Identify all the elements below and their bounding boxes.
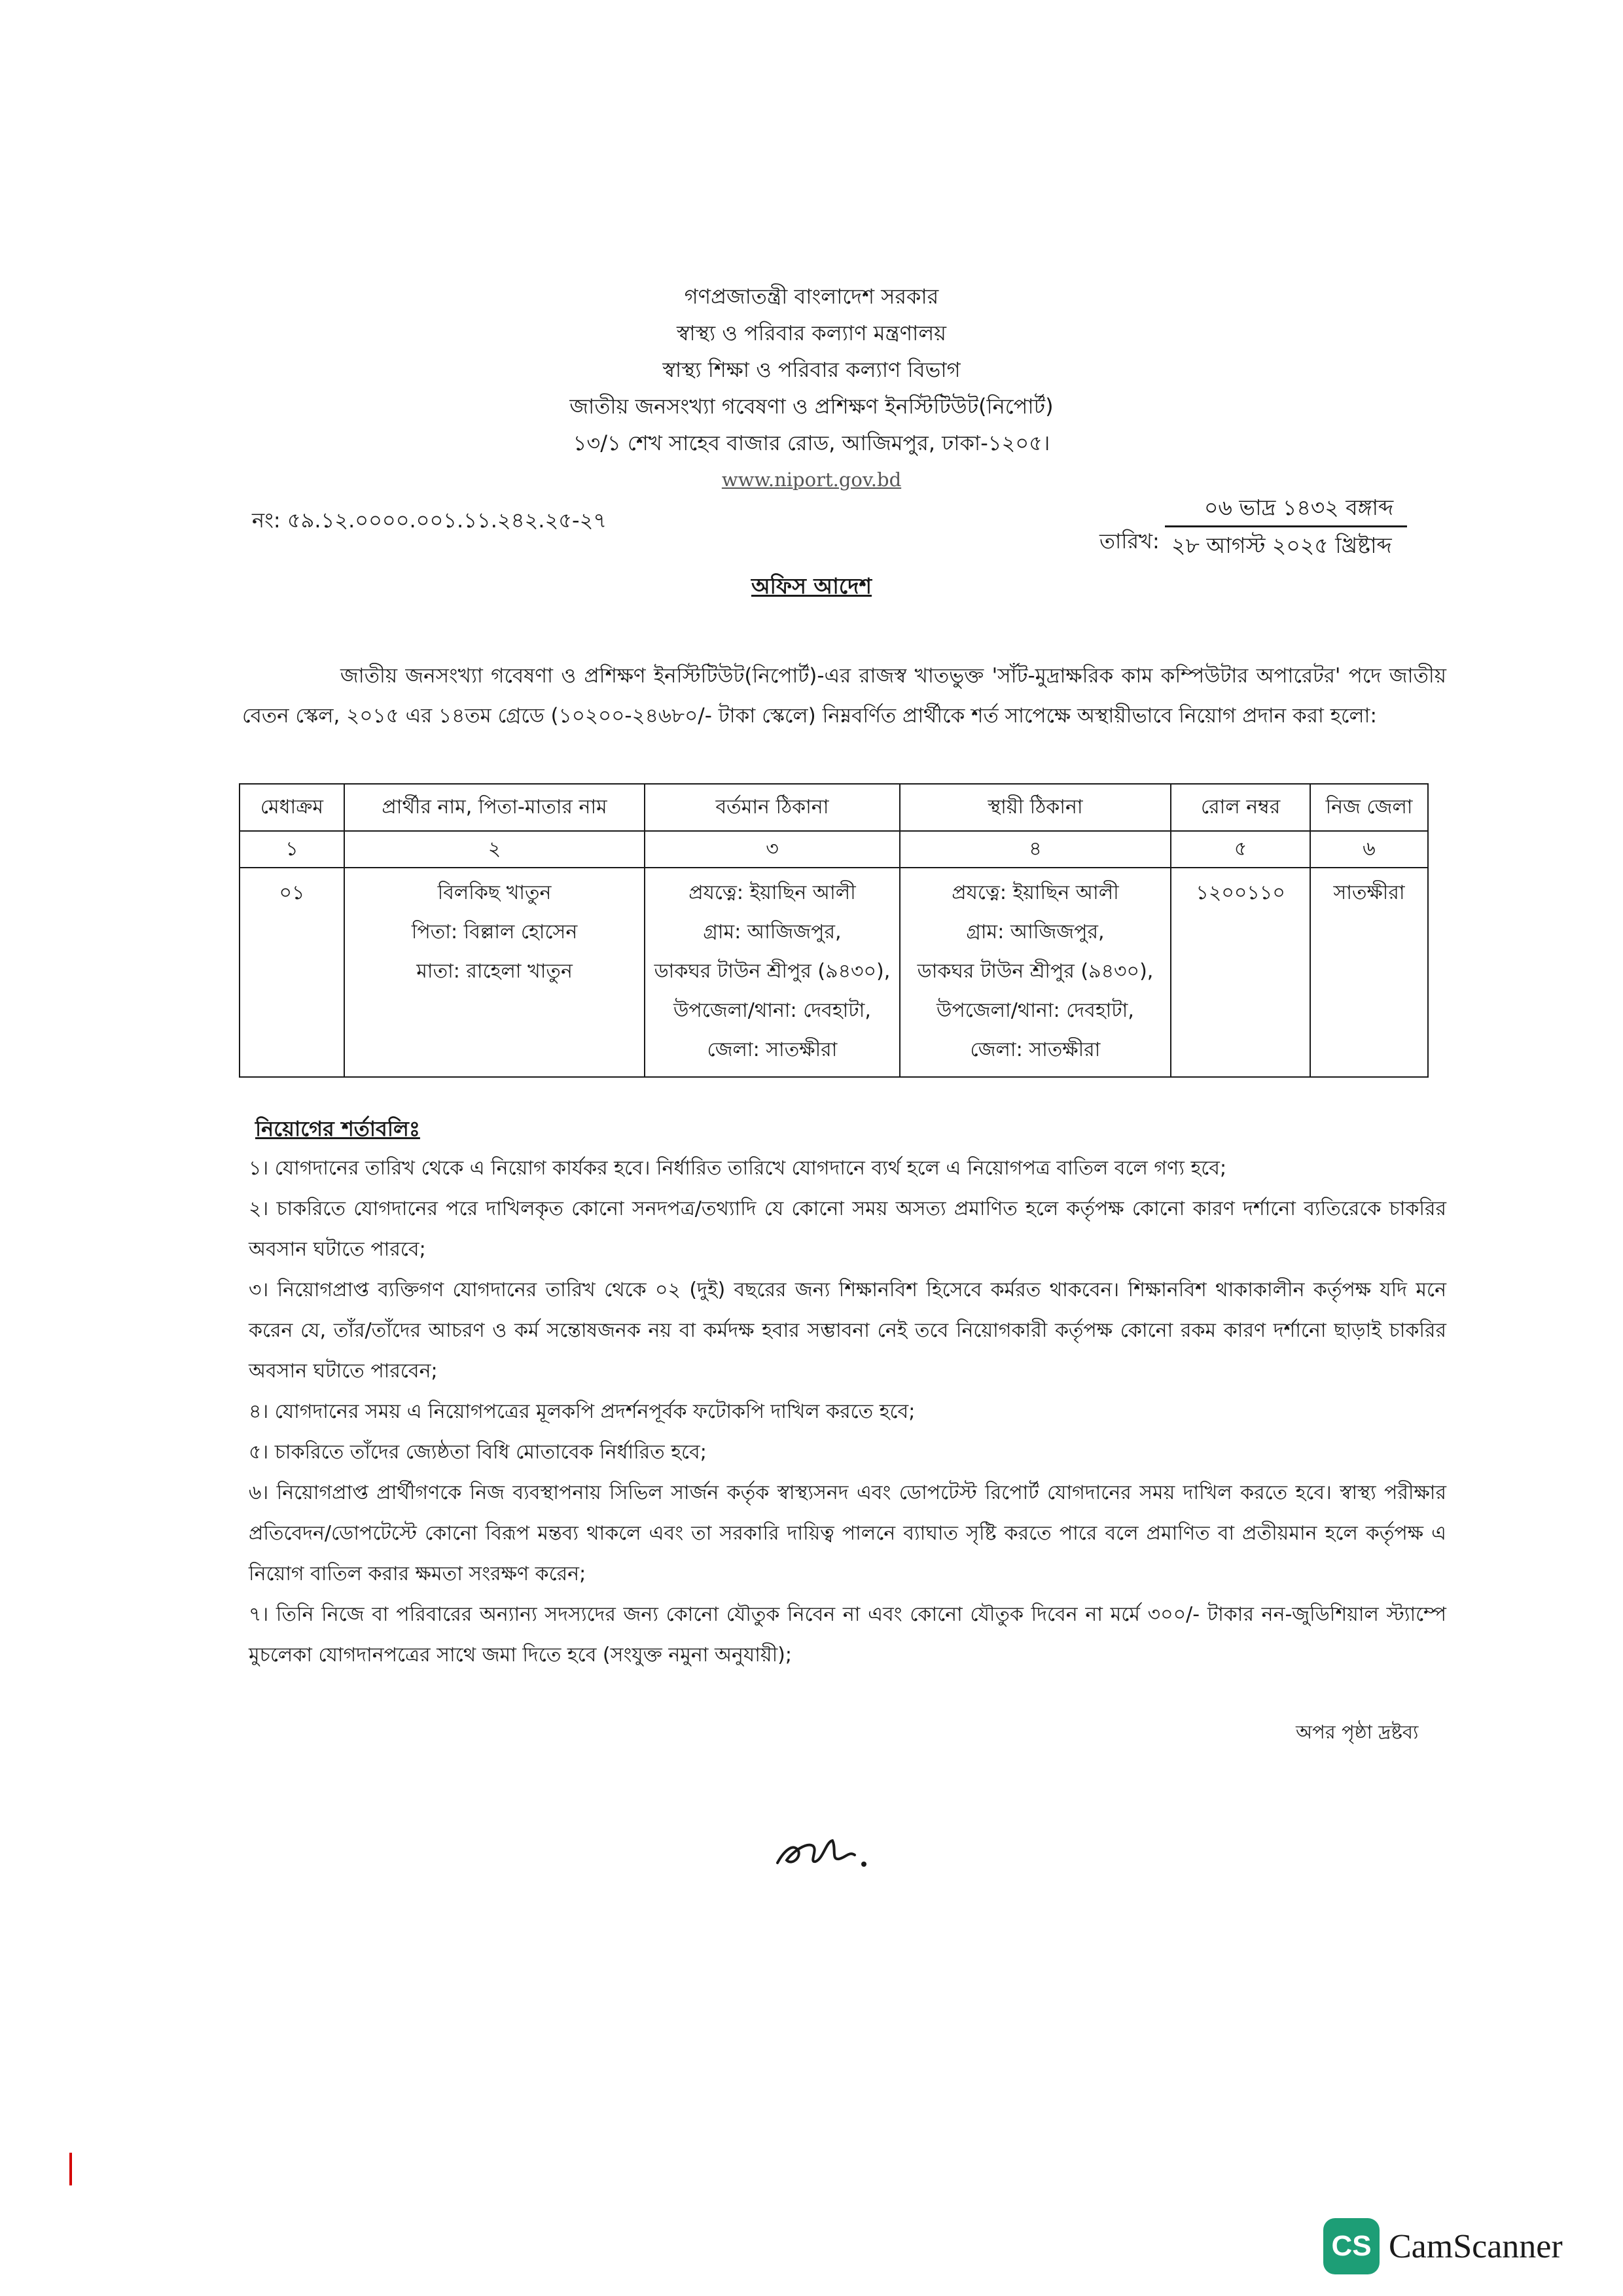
cell-permanent-address bbox=[900, 868, 1171, 1077]
institute-address: ১৩/১ শেখ সাহেব বাজার রোড, আজিমপুর, ঢাকা-১২০৫। bbox=[573, 431, 1050, 455]
column-number: ১ bbox=[240, 831, 344, 868]
address-line: ডাকঘর টাউন শ্রীপুর (৯৪৩০), bbox=[654, 960, 891, 983]
column-number: ৩ bbox=[645, 831, 900, 868]
address-line: প্রযত্নে: ইয়াছিন আলী bbox=[952, 881, 1119, 904]
address-line: প্রযত্নে: ইয়াছিন আলী bbox=[688, 881, 856, 904]
cell-home-district: সাতক্ষীরা bbox=[1310, 868, 1428, 1077]
column-number: ৬ bbox=[1310, 831, 1428, 868]
header-home-district: নিজ জেলা bbox=[1310, 784, 1428, 831]
website-link[interactable]: www.niport.gov.bd bbox=[721, 468, 902, 491]
camscanner-watermark bbox=[1323, 2218, 1563, 2274]
header-merit-serial: মেধাক্রম bbox=[240, 784, 344, 831]
header-candidate-name: প্রার্থীর নাম, পিতা-মাতার নাম bbox=[344, 784, 645, 831]
condition-item: ৫। চাকরিতে তাঁদের জ্যেষ্ঠতা বিধি মোতাবেক নির্ধারিত হবে; bbox=[249, 1441, 707, 1464]
header-permanent-address: স্থায়ী ঠিকানা bbox=[900, 784, 1171, 831]
header-present-address: বর্তমান ঠিকানা bbox=[645, 784, 900, 831]
camscanner-logo-icon: CS bbox=[1323, 2218, 1380, 2274]
government-name: গণপ্রজাতন্ত্রী বাংলাদেশ সরকার bbox=[684, 284, 939, 309]
candidate-father: পিতা: বিল্লাল হোসেন bbox=[411, 921, 578, 944]
header-roll-number: রোল নম্বর bbox=[1171, 784, 1310, 831]
address-line: জেলা: সাতক্ষীরা bbox=[707, 1038, 838, 1061]
date-divider bbox=[1165, 525, 1407, 527]
column-number: ২ bbox=[344, 831, 645, 868]
column-number: ৪ bbox=[900, 831, 1171, 868]
column-number-row bbox=[240, 831, 1428, 868]
page-turn-note: অপর পৃষ্ঠা দ্রষ্টব্য bbox=[1296, 1721, 1419, 1743]
address-line: উপজেলা/থানা: দেবহাটা, bbox=[673, 999, 871, 1022]
ministry-name: স্বাস্থ্য ও পরিবার কল্যাণ মন্ত্রণালয় bbox=[676, 321, 947, 345]
column-number: ৫ bbox=[1171, 831, 1310, 868]
cell-candidate bbox=[344, 868, 645, 1077]
condition-item: ৭। তিনি নিজে বা পরিবারের অন্যান্য সদস্যদের জন্য কোনো যৌতুক নিবেন না এবং কোনো যৌতুক দিবেন না মর্মে ৩০০/- টাকার নন-জুডিশিয়াল স্ট্যাম্পে মুচলেকা যোগদানপত্রের সাথে জমা দিতে হবে (সংযুক্ত নমুনা অনুযায়ী); bbox=[249, 1603, 1446, 1667]
condition-item: ৩। নিয়োগপ্রাপ্ত ব্যক্তিগণ যোগদানের তারিখ থেকে ০২ (দুই) বছরের জন্য শিক্ষানবিশ হিসেবে কর্মরত থাকবেন। শিক্ষানবিশ থাকাকালীন কর্তৃপক্ষ যদি মনে করেন যে, তাঁর/তাঁদের আচরণ ও কর্ম সন্তোষজনক নয় বা কর্মদক্ষ হবার সম্ভাবনা নেই তবে নিয়োগকারী কর্তৃপক্ষ কোনো রকম কারণ দর্শানো ছাড়াই চাকরির অবসান ঘটাতে পারবেন; bbox=[249, 1279, 1446, 1383]
date-label: তারিখ: bbox=[1099, 529, 1160, 554]
intro-paragraph: জাতীয় জনসংখ্যা গবেষণা ও প্রশিক্ষণ ইনস্টিটিউট(নিপোর্ট)-এর রাজস্ব খাতভুক্ত 'সাঁট-মুদ্রাক্ষরিক কাম কম্পিউটার অপারেটর' পদে জাতীয় বেতন স্কেল, ২০১৫ এর ১৪তম গ্রেডে (১০২০০-২৪৬৮০/- টাকা স্কেলে) নিম্নবর্ণিত প্রার্থীকে শর্ত সাপেক্ষে অস্থায়ীভাবে নিয়োগ প্রদান করা হলো: bbox=[242, 664, 1446, 728]
condition-item: ৬। নিয়োগপ্রাপ্ত প্রার্থীগণকে নিজ ব্যবস্থাপনায় সিভিল সার্জন কর্তৃক স্বাস্থ্যসনদ এবং ডোপটেস্ট রিপোর্ট যোগদানের সময় দাখিল করতে হবে। স্বাস্থ্য পরীক্ষার প্রতিবেদন/ডোপটেস্টে কোনো বিরূপ মন্তব্য থাকলে এবং তা সরকারি দায়িত্ব পালনে ব্যাঘাত সৃষ্টি করতে পারে বলে প্রমাণিত বা প্রতীয়মান হলে কর্তৃপক্ষ এ নিয়োগ বাতিল করার ক্ষমতা সংরক্ষণ করেন; bbox=[249, 1481, 1446, 1585]
cell-roll-number: ১২০০১১০ bbox=[1171, 868, 1310, 1077]
address-line: গ্রাম: আজিজপুর, bbox=[966, 921, 1105, 944]
condition-item: ১। যোগদানের তারিখ থেকে এ নিয়োগ কার্যকর হবে। নির্ধারিত তারিখে যোগদানে ব্যর্থ হলে এ নিয়োগপত্র বাতিল বলে গণ্য হবে; bbox=[249, 1157, 1227, 1180]
address-line: গ্রাম: আজিজপুর, bbox=[703, 921, 842, 944]
order-title-text: অফিস আদেশ bbox=[751, 573, 872, 599]
table-header-row bbox=[240, 784, 1428, 831]
institute-name: জাতীয় জনসংখ্যা গবেষণা ও প্রশিক্ষণ ইনস্টিটিউট(নিপোর্ট) bbox=[569, 394, 1054, 419]
date-bangla: ০৬ ভাদ্র ১৪৩২ বঙ্গাব্দ bbox=[1204, 495, 1394, 520]
cell-present-address bbox=[645, 868, 900, 1077]
date-gregorian: ২৮ আগস্ট ২০২৫ খ্রিষ্টাব্দ bbox=[1171, 533, 1392, 558]
candidate-mother: মাতা: রাহেলা খাতুন bbox=[416, 960, 573, 983]
address-line: উপজেলা/থানা: দেবহাটা, bbox=[936, 999, 1134, 1022]
address-line: ডাকঘর টাউন শ্রীপুর (৯৪৩০), bbox=[917, 960, 1154, 983]
conditions-heading: নিয়োগের শর্তাবলিঃ bbox=[255, 1116, 420, 1141]
table-row bbox=[240, 868, 1428, 1077]
memo-number: নং: ৫৯.১২.০০০০.০০১.১১.২৪২.২৫-২৭ bbox=[252, 508, 607, 533]
condition-item: ২। চাকরিতে যোগদানের পরে দাখিলকৃত কোনো সনদপত্র/তথ্যাদি যে কোনো সময় অসত্য প্রমাণিত হলে কর্তৃপক্ষ কোনো কারণ দর্শানো ব্যতিরেকে চাকরির অবসান ঘটাতে পারবে; bbox=[249, 1197, 1446, 1261]
candidate-name: বিলকিছ খাতুন bbox=[437, 881, 552, 904]
candidate-table bbox=[239, 783, 1429, 1078]
division-name: স্বাস্থ্য শিক্ষা ও পরিবার কল্যাণ বিভাগ bbox=[662, 357, 961, 382]
signature bbox=[772, 1829, 877, 1875]
scan-edge-mark bbox=[69, 2153, 72, 2185]
order-title bbox=[0, 569, 1623, 606]
camscanner-name: CamScanner bbox=[1389, 2227, 1563, 2265]
conditions-list bbox=[249, 1148, 1446, 1676]
letterhead bbox=[0, 278, 1623, 498]
address-line: জেলা: সাতক্ষীরা bbox=[970, 1038, 1101, 1061]
cell-serial: ০১ bbox=[240, 868, 344, 1077]
condition-item: ৪। যোগদানের সময় এ নিয়োগপত্রের মূলকপি প্রদর্শনপূর্বক ফটোকপি দাখিল করতে হবে; bbox=[249, 1400, 916, 1423]
